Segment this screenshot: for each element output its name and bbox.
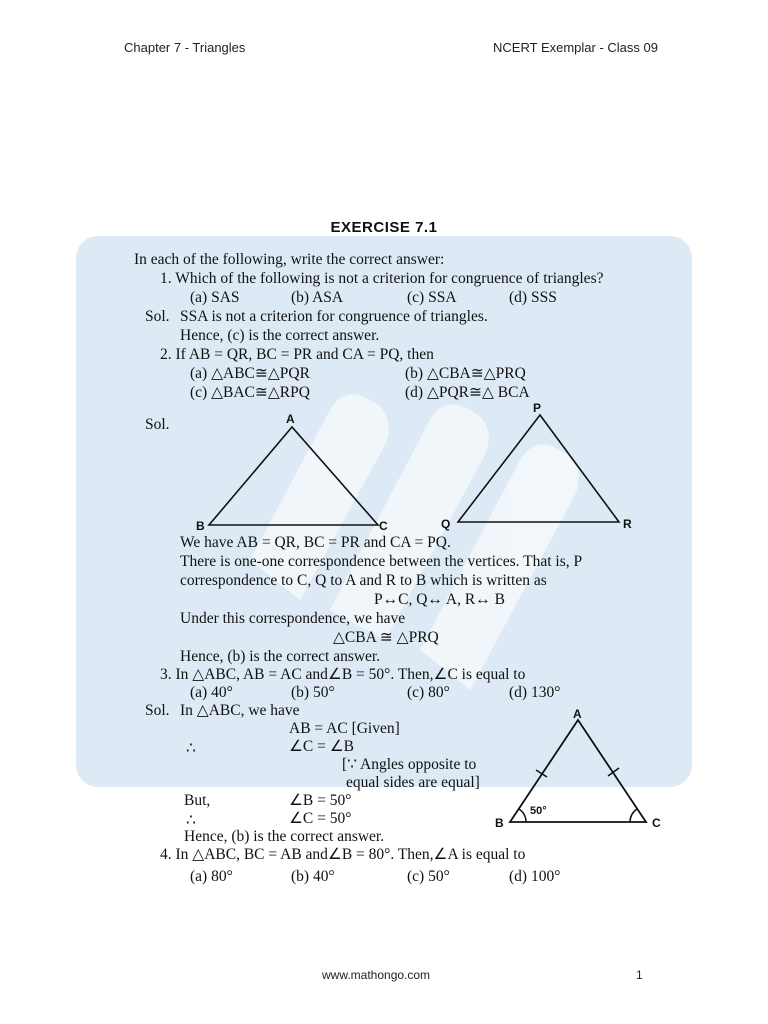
vertex-label-c: C [652,816,661,830]
q2-option-b: (b) △CBA≅△PRQ [405,365,526,382]
q2-conclusion: Hence, (b) is the correct answer. [180,648,381,665]
q4-option-c: (c) 50° [407,868,450,885]
vertex-label-q: Q [441,517,451,531]
page-number: 1 [636,968,643,982]
q1-option-d: (d) SSS [509,289,557,306]
q2-option-a: (a) △ABC≅△PQR [190,365,310,382]
vertex-label-a: A [286,412,295,426]
header-chapter: Chapter 7 - Triangles [124,40,246,55]
q1-option-a: (a) SAS [190,289,240,306]
q2-sol-label: Sol. [145,416,170,433]
q4-text: 4. In △ABC, BC = AB and∠B = 80°. Then,∠A is equal to [160,846,526,863]
q2-text: 2. If AB = QR, BC = PR and CA = PQ, then [160,346,434,363]
q3-reason-line2: equal sides are equal] [346,774,480,791]
q4-option-a: (a) 80° [190,868,233,885]
q3-but: But, [184,792,211,809]
q2-sol-line1: We have AB = QR, BC = PR and CA = PQ. [180,534,451,551]
q3-eq-given-angle: ∠B = 50° [289,792,352,809]
vertex-label-b: B [495,816,504,830]
q2-congruence-result: △CBA ≅ △PRQ [333,629,439,646]
q3-eq-result: ∠C = 50° [289,810,352,827]
q1-option-c: (c) SSA [407,289,457,306]
q2-option-d: (d) △PQR≅△ BCA [405,384,530,401]
triangle-abc-figure [190,408,400,538]
q2-sol-line2: There is one-one correspondence between the vertices. That is, P [180,553,583,570]
q3-sol-intro: In △ABC, we have [180,702,300,719]
vertex-label-b: B [196,519,205,533]
q2-sol-line3: correspondence to C, Q to A and R to B which is written as [180,572,547,589]
q1-option-b: (b) ASA [291,289,344,306]
q3-option-c: (c) 80° [407,684,450,701]
q3-therefore-2: ∴ [186,812,196,829]
angle-label: 50° [530,805,547,817]
intro-text: In each of the following, write the correct answer: [134,251,445,268]
footer-url[interactable]: www.mathongo.com [322,968,431,982]
q3-reason-line1: [∵ Angles opposite to [342,756,477,773]
q3-conclusion: Hence, (b) is the correct answer. [184,828,385,845]
q3-option-b: (b) 50° [291,684,335,701]
q1-sol-line1: SSA is not a criterion for congruence of triangles. [180,308,488,325]
exercise-title: EXERCISE 7.1 [330,219,438,236]
q4-option-b: (b) 40° [291,868,335,885]
q3-eq-given: AB = AC [Given] [289,720,400,737]
q1-text: 1. Which of the following is not a criterion for congruence of triangles? [160,270,604,287]
isosceles-triangle-figure [492,706,672,830]
vertex-label-a: A [573,707,582,721]
q3-therefore-1: ∴ [186,740,196,757]
q3-option-a: (a) 40° [190,684,233,701]
header-book: NCERT Exemplar - Class 09 [493,40,658,55]
q3-option-d: (d) 130° [509,684,561,701]
q1-sol-label: Sol. [145,308,170,325]
q2-option-c: (c) △BAC≅△RPQ [190,384,310,401]
q3-sol-label: Sol. [145,702,170,719]
vertex-label-r: R [623,517,632,531]
triangle-pqr-figure [436,398,646,538]
q3-text: 3. In △ABC, AB = AC and∠B = 50°. Then,∠C is equal to [160,666,526,683]
vertex-label-p: P [533,401,542,415]
vertex-label-c: C [379,519,388,533]
q2-correspondence: P↔C, Q↔ A, R↔ B [374,591,505,608]
q1-sol-line2: Hence, (c) is the correct answer. [180,327,380,344]
q4-option-d: (d) 100° [509,868,561,885]
q3-eq-angles: ∠C = ∠B [289,738,354,755]
q2-sol-line5: Under this correspondence, we have [180,610,406,627]
